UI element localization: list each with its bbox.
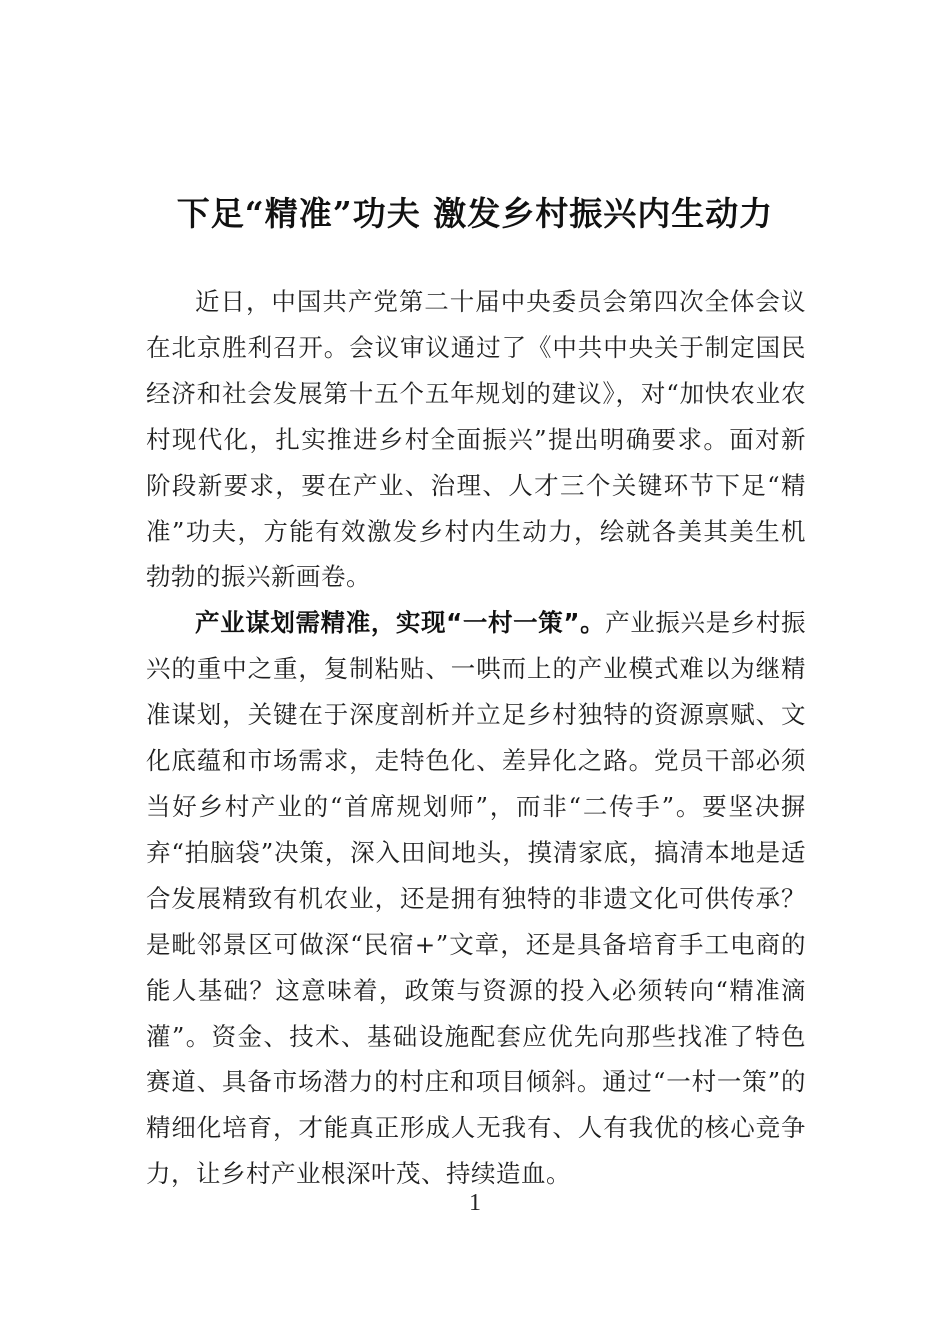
paragraph-industry-planning-text: 产业振兴是乡村振兴的重中之重，复制粘贴、一哄而上的产业模式难以为继精准谋划，关键在于深度剖析并立足乡村独特的资源禀赋、文化底蕴和市场需求，走特色化、差异化之路。党员干部必须当好乡村产业的“首席规划师”，而非“二传手”。要坚决摒弃“拍脑袋”决策，深入田间地头，摸清家底，搞清本地是适合发展精致有机农业，还是拥有独特的非遗文化可供传承？是毗邻景区可做深“民宿+”文章，还是具备培育手工电商的能人基础？这意味着，政策与资源的投入必须转向“精准滴灌”。资金、技术、基础设施配套应优先向那些找准了特色赛道、具备市场潜力的村庄和项目倾斜。通过“一村一策”的精细化培育，才能真正形成人无我有、人有我优的核心竞争力，让乡村产业根深叶茂、持续造血。	[146, 608, 807, 1189]
document-title: 下足“精准”功夫 激发乡村振兴内生动力	[176, 194, 774, 234]
paragraph-industry-planning	[146, 600, 806, 1197]
document-body	[146, 279, 806, 1197]
paragraph-intro-text: 近日，中国共产党第二十届中央委员会第四次全体会议在北京胜利召开。会议审议通过了《中共中央关于制定国民经济和社会发展第十五个五年规划的建议》，对“加快农业农村现代化，扎实推进乡村全面振兴”提出明确要求。面对新阶段新要求，要在产业、治理、人才三个关键环节下足“精准”功夫，方能有效激发乡村内生动力，绘就各美其美生机勃勃的振兴新画卷。	[146, 287, 806, 592]
paragraph-intro	[146, 279, 806, 600]
paragraph-lead-heading: 产业谋划需精准，实现“一村一策”。	[195, 608, 606, 638]
page-number: 1	[469, 1190, 481, 1216]
